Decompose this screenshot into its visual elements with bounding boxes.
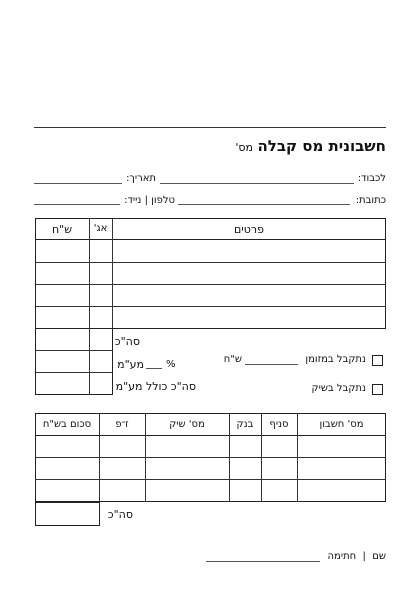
cash-amount-line[interactable] [245,364,298,365]
items-col-divider [89,218,90,329]
items-row-divider [35,262,386,263]
checks-row-divider [35,479,386,480]
items-header-divider [35,239,386,240]
totals-col-divider [89,328,90,395]
totals-boxes [35,328,113,395]
checks-header-bank: בנק [236,419,254,430]
items-header-shekel: ש"ח [51,223,73,236]
checks-header-due-date: ז־פ [115,419,129,430]
checks-row-divider [35,457,386,458]
checks-header-divider [35,435,386,436]
checks-header-check-number: מס' שיק [169,419,205,430]
date-label: תאריך: [126,173,156,184]
checks-header-branch: סניף [269,419,289,430]
document-number-label: מס' [235,141,253,154]
checks-header-account: מס' חשבון [319,419,364,430]
checks-header-amount: סכום בש"ח [42,419,92,430]
totals-row-divider [35,350,113,351]
cash-currency-label: ש"ח [223,354,242,365]
to-input-line[interactable] [160,183,354,184]
items-header-agorot: אג' [93,223,108,234]
items-row-divider [35,284,386,285]
items-row-divider [35,306,386,307]
cash-checkbox[interactable] [372,355,383,366]
phone-label: טלפון | נייד: [124,195,175,206]
vat-percent-sign: % [166,359,176,370]
checks-total-label: סה"כ [107,508,133,521]
address-input-line[interactable] [178,204,350,205]
items-header-details: פרטים [234,223,264,236]
vat-label: מע"מ [117,358,144,371]
cash-label: נתקבל במזומן [305,354,366,365]
phone-input-line[interactable] [34,204,120,205]
signature-line[interactable] [206,561,320,562]
header-top-rule [34,127,386,128]
check-label: נתקבל בשיק [311,383,366,394]
total-incl-vat-label: סה"כ כולל מע"מ [115,380,196,393]
totals-row-divider [35,372,113,373]
subtotal-label: סה"כ [114,335,140,348]
address-label: כתובת: [355,195,386,206]
document-title: חשבונית מס קבלה [257,137,386,155]
vat-percent-line[interactable] [146,368,162,369]
date-input-line[interactable] [34,183,122,184]
signature-label: שם | חתימה [327,551,386,562]
check-checkbox[interactable] [372,384,383,395]
checks-total-box [35,502,100,526]
to-label: לכבוד: [357,173,386,184]
